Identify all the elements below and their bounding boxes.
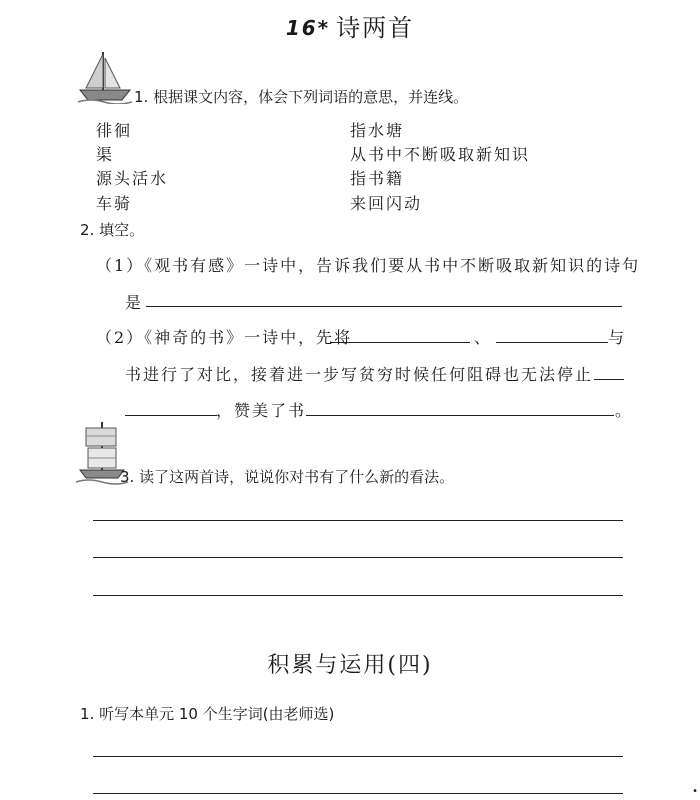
q1-left-word-4: 车骑 <box>96 194 133 213</box>
q1-left-word-1: 徘徊 <box>96 121 133 140</box>
q1-right-word-2: 从书中不断吸取新知识 <box>350 145 531 164</box>
q2-item2-blank-1[interactable] <box>330 342 470 343</box>
q2-item2-separator: 、 <box>474 328 493 347</box>
lesson-title-text: 诗两首 <box>336 14 415 42</box>
q2-item2-line3-end: 。 <box>615 401 634 420</box>
q3-prompt: 3. 读了这两首诗，说说你对书有了什么新的看法。 <box>120 468 455 486</box>
q2-item2-line1-prefix: （2）《神奇的书》一诗中，先将 <box>96 328 353 347</box>
q2-item1-prefix: 是 <box>125 293 144 312</box>
s1-answer-line-1[interactable] <box>93 756 623 757</box>
corner-mark: • <box>692 786 698 797</box>
q3-answer-line-3[interactable] <box>93 595 623 596</box>
q2-item1-line1: （1）《观书有感》一诗中，告诉我们要从书中不断吸取新知识的诗句 <box>96 256 641 275</box>
q2-item2-line3-mid: ，赞美了书 <box>216 401 307 420</box>
q3-answer-line-1[interactable] <box>93 520 623 521</box>
q1-right-word-1: 指水塘 <box>350 121 405 140</box>
q3-answer-line-2[interactable] <box>93 557 623 558</box>
sailboat-icon <box>76 48 134 104</box>
q2-item2-blank-2[interactable] <box>496 342 608 343</box>
q1-prompt: 1. 根据课文内容，体会下列词语的意思，并连线。 <box>134 88 469 106</box>
q2-item1-answer-blank[interactable] <box>146 306 622 307</box>
lesson-number: 16* <box>285 16 331 40</box>
q2-prompt: 2. 填空。 <box>80 221 145 239</box>
s1-prompt: 1. 听写本单元 10 个生字词(由老师选) <box>80 705 335 723</box>
s1-answer-line-2[interactable] <box>93 793 623 794</box>
q1-left-word-2: 渠 <box>96 145 115 164</box>
q2-item2-line2: 书进行了对比，接着进一步写贫穷时候任何阻碍也无法停止 <box>125 365 594 384</box>
q2-item2-line1-suffix: 与 <box>608 328 627 347</box>
q2-item2-blank-4[interactable] <box>306 415 614 416</box>
q1-left-word-3: 源头活水 <box>96 169 169 188</box>
section-title: 积累与运用(四) <box>267 653 433 678</box>
lesson-title <box>0 8 700 43</box>
q1-right-word-4: 来回闪动 <box>350 194 423 213</box>
q1-right-word-3: 指书籍 <box>350 169 405 188</box>
q2-item2-blank-3b[interactable] <box>125 415 217 416</box>
q2-item2-blank-3a[interactable] <box>594 379 624 380</box>
